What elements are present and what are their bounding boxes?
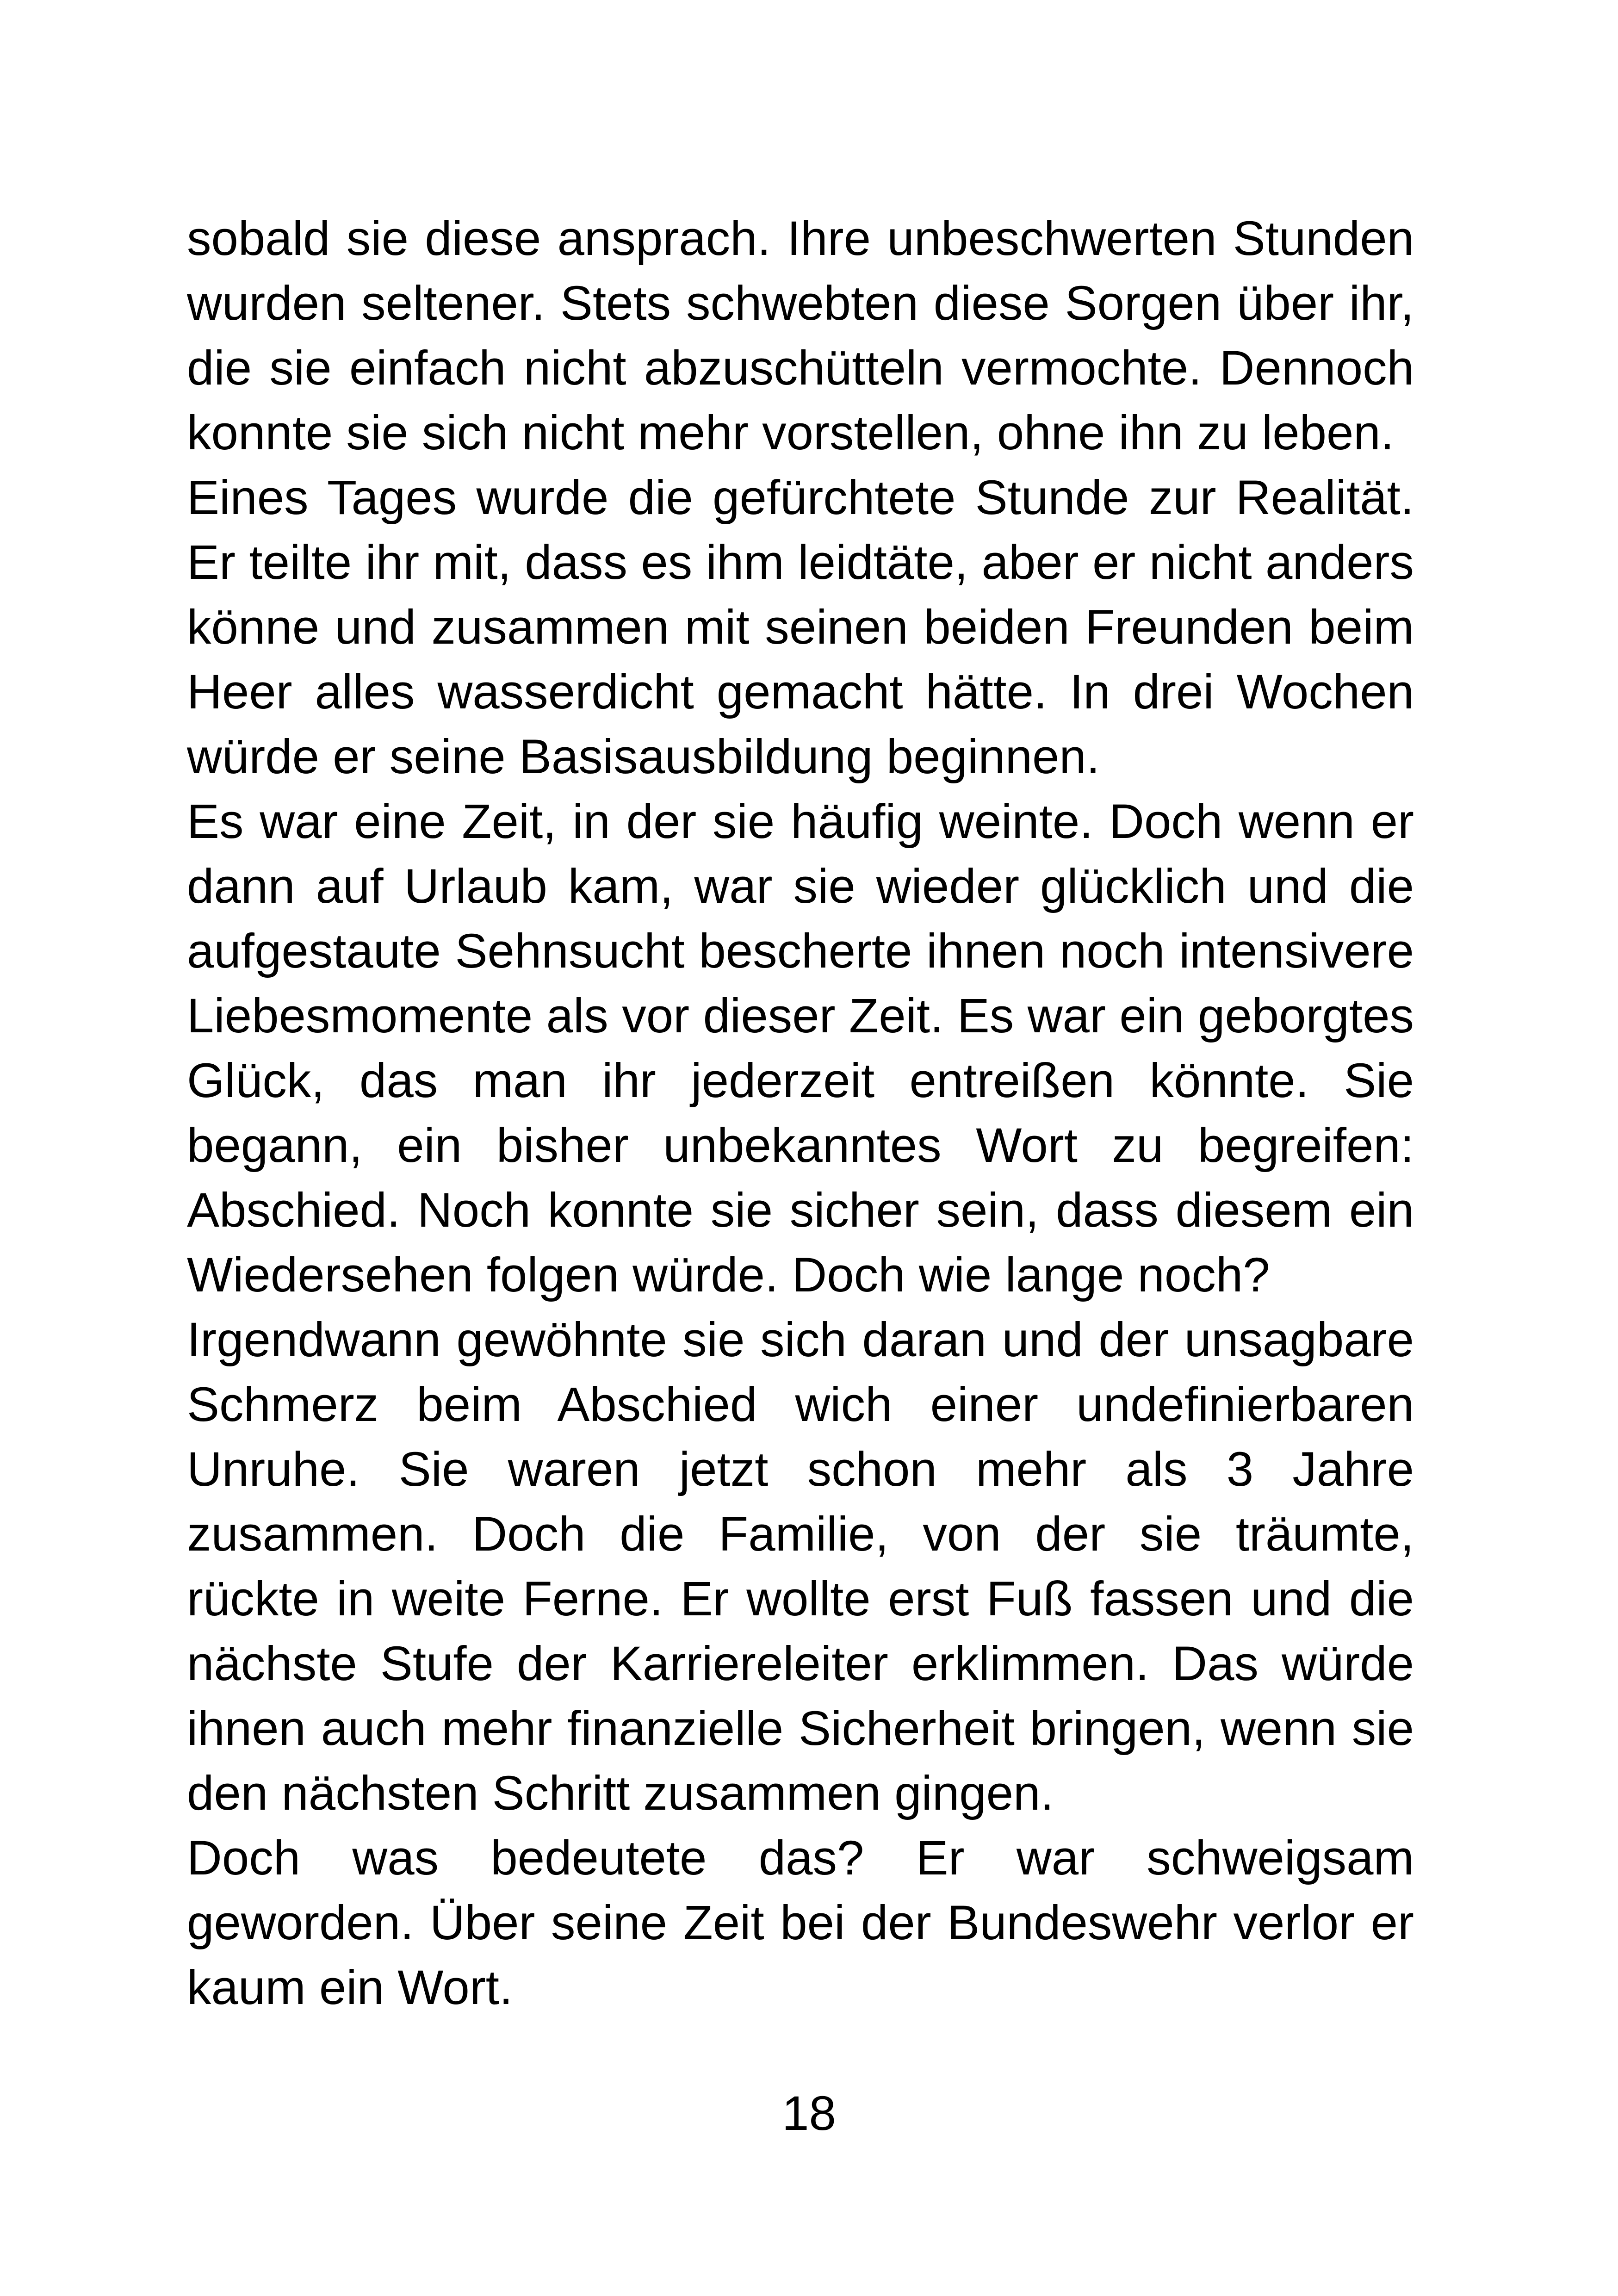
paragraph: Irgendwann gewöhnte sie sich daran und der unsagbare Schmerz beim Abschied wich einer undefinierbaren Unruhe. Sie waren jetzt schon mehr als 3 Jahre zusammen. Doch die Familie, von der sie träumte, rückte in weite Ferne. Er wollte erst Fuß fassen und die nächste Stufe der Karriereleiter erklimmen. Das würde ihnen auch mehr finanzielle Sicherheit bringen, wenn sie den nächsten Schritt zusammen gingen. — [187, 1313, 1414, 1820]
body-text — [187, 206, 1414, 2020]
paragraph: Doch was bedeutete das? Er war schweigsam geworden. Über seine Zeit bei der Bundeswehr verlor er kaum ein Wort. — [187, 1831, 1414, 2015]
paragraph: sobald sie diese ansprach. Ihre unbeschwerten Stunden wurden seltener. Stets schwebten diese Sorgen über ihr, die sie einfach nicht abzuschütteln vermochte. Dennoch konnte sie sich nicht mehr vorstellen, ohne ihn zu leben. — [187, 211, 1414, 460]
paragraph: Eines Tages wurde die gefürchtete Stunde zur Realität. Er teilte ihr mit, dass es ihm leidtäte, aber er nicht anders könne und zusammen mit seinen beiden Freunden beim Heer alles wasserdicht gemacht hätte. In drei Wochen würde er seine Basisausbildung beginnen. — [187, 471, 1414, 784]
page-number: 18 — [782, 2086, 836, 2141]
paragraph: Es war eine Zeit, in der sie häufig weinte. Doch wenn er dann auf Urlaub kam, war sie wieder glücklich und die aufgestaute Sehnsucht bescherte ihnen noch intensivere Liebesmomente als vor dieser Zeit. Es war ein geborgtes Glück, das man ihr jederzeit entreißen könnte. Sie begann, ein bisher unbekanntes Wort zu begreifen: Abschied. Noch konnte sie sicher sein, dass diesem ein Wiedersehen folgen würde. Doch wie lange noch? — [187, 794, 1414, 1302]
